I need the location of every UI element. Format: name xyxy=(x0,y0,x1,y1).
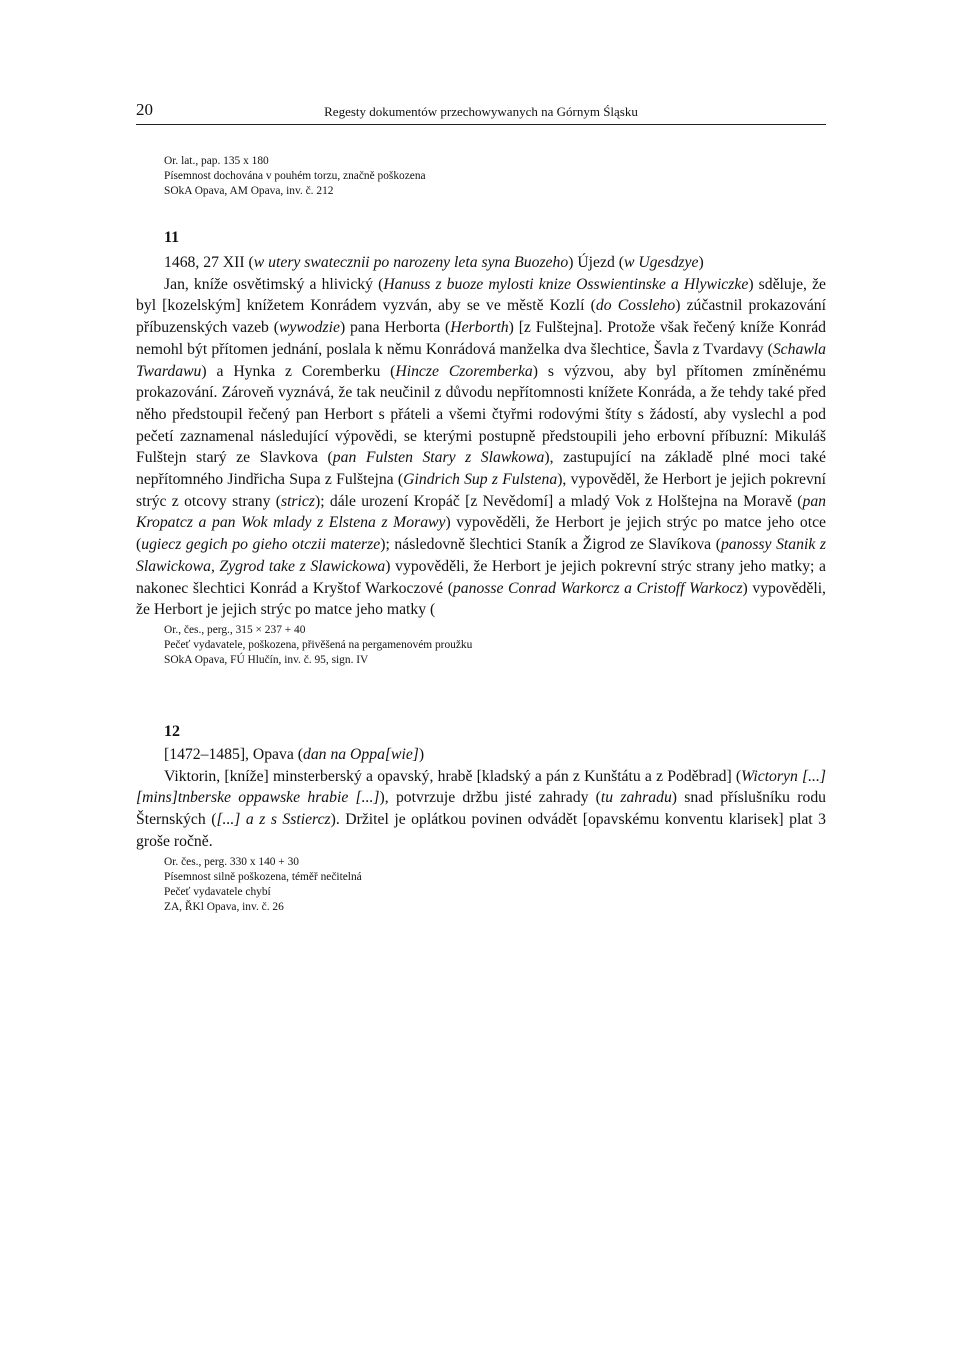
top-metadata xyxy=(136,154,826,199)
entry-body: Jan, kníže osvětimský a hlivický (Hanuss z buoze mylosti knize Osswientinske a Hlywiczke) sděluje, že byl [kozelským] knížetem Konrádem vyzván, aby se ve městě Kozlí (do Cossleho) zúčastnil prokazování příbuzenských vazeb (wywodzie) pana Herborta (Herborth) [z Fulštejna]. Protože však řečený kníže Konrád nemohl být přítomen jednání, poslala k němu Konrádová manželka dva šlechtice, Šavla z Tvardavy (Schawla Twardawu) a Hynka z Coremberku (Hincze Czoremberka) s výzvou, aby byl přítomen zmíněnému prokazování. Zároveň vyznává, že tak neučinil z důvodu nepřítomnosti knížete Konráda, a že tehdy také před něho předstoupil řečený pan Herbort s přáteli a všemi čtyřmi rodovými štíty s žádostí, aby vyslechl a pod pečetí zaznamenal následující výpovědi, se kterými postupně předstoupili jeho erbovní příbuzní: Mikuláš Fulštejn starý ze Slavkova (pan Fulsten Stary z Slawkowa), zastupující na základě plné moci také nepřítomného Jindřicha Supa z Fulštejna (Gindrich Sup z Fulstena), vypověděl, že Herbort je jejich pokrevní strýc z otcovy strany (stricz); dále urození Kropáč [z Nevědomí] a mladý Vok z Holštejna na Moravě (pan Kropatcz a pan Wok mlady z Elstena z Morawy) vypověděli, že Herbort je jejich strýc po matce jeho otce (ugiecz gegich po gieho otczii materze); následovně šlechtici Staník a Žigrod ze Slavíkova (panossy Stanik z Slawickowa, Zygrod take z Slawickowa) vypověděli, že Herbort je jejich pokrevní strýc strany jeho matky; a nakonec šlechtici Konrád a Kryštof Warkoczové (panosse Conrad Warkorcz a Cristoff Warkocz) vypověděli, že Herbort je jejich strýc po matce jeho matky ( xyxy=(136,275,826,619)
meta-line: Písemnost dochována v pouhém torzu, značně poškozena xyxy=(164,170,426,182)
entry-metadata xyxy=(136,623,826,668)
entry-11 xyxy=(136,228,826,668)
meta-line: Pečeť vydavatele, poškozena, přivěšená na pergamenovém proužku xyxy=(164,638,473,651)
meta-line: Pečeť vydavatele chybí xyxy=(164,885,271,898)
meta-line: ZA, ŘKl Opava, inv. č. 26 xyxy=(164,900,284,913)
entry-number: 12 xyxy=(164,723,180,740)
entry-12 xyxy=(136,722,826,915)
meta-line: SOkA Opava, AM Opava, inv. č. 212 xyxy=(164,185,334,197)
entry-date-line: [1472–1485], Opava (dan na Oppa[wie]) xyxy=(164,746,425,763)
entry-body: Viktorin, [kníže] minsterberský a opavský, hrabě [kladský a pán z Kunštátu a z Poděbrad] (Wictoryn [...] [mins]tnberske oppawske hrabie [...]), potvrzuje držbu jisté zahrady (tu zahradu) snad příslušníku rodu Šternských ([...] a z s Sstiercz). Držitel je oplátkou povinen odvádět [opavskému konventu klarisek] plat 3 groše ročně. xyxy=(136,767,827,850)
entry-metadata xyxy=(136,855,826,915)
page-header xyxy=(136,100,826,125)
meta-line: Or. lat., pap. 135 x 180 xyxy=(164,155,269,167)
meta-line: SOkA Opava, FÚ Hlučín, inv. č. 95, sign. IV xyxy=(164,653,369,666)
meta-line: Or., čes., perg., 315 × 237 + 40 xyxy=(164,623,306,636)
entry-number: 11 xyxy=(164,229,180,246)
page-number: 20 xyxy=(136,100,153,119)
running-title: Regesty dokumentów przechowywanych na Górnym Śląsku xyxy=(324,104,638,119)
meta-line: Písemnost silně poškozena, téměř nečitelná xyxy=(164,870,362,883)
meta-line: Or. čes., perg. 330 x 140 + 30 xyxy=(164,855,299,868)
entry-date-line: 1468, 27 XII (w utery swatecznii po narozeny leta syna Buozeho) Újezd (w Ugesdzye) xyxy=(164,254,704,271)
